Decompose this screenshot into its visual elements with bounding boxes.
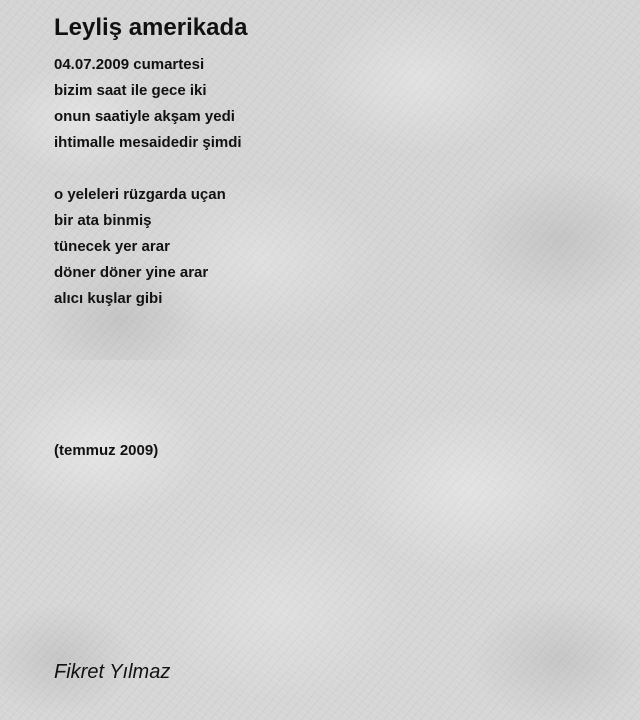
poem-stanza-1 bbox=[54, 52, 242, 156]
poem-line: onun saatiyle akşam yedi bbox=[54, 108, 235, 125]
poem-line: ihtimalle mesaidedir şimdi bbox=[54, 134, 242, 151]
poem-line: 04.07.2009 cumartesi bbox=[54, 56, 205, 73]
poem-line: o yeleleri rüzgarda uçan bbox=[54, 186, 226, 203]
poem-line: bir ata binmiş bbox=[54, 212, 152, 229]
poem-line: döner döner yine arar bbox=[54, 264, 209, 281]
poem-date-note: (temmuz 2009) bbox=[54, 442, 159, 459]
poem-line: bizim saat ile gece iki bbox=[54, 82, 207, 99]
poem-stanza-2 bbox=[54, 182, 226, 312]
poem-line: alıcı kuşlar gibi bbox=[54, 290, 163, 307]
poem-line: tünecek yer arar bbox=[54, 238, 170, 255]
poem-author: Fikret Yılmaz bbox=[54, 661, 171, 683]
poem-title: Leyliş amerikada bbox=[54, 14, 248, 41]
